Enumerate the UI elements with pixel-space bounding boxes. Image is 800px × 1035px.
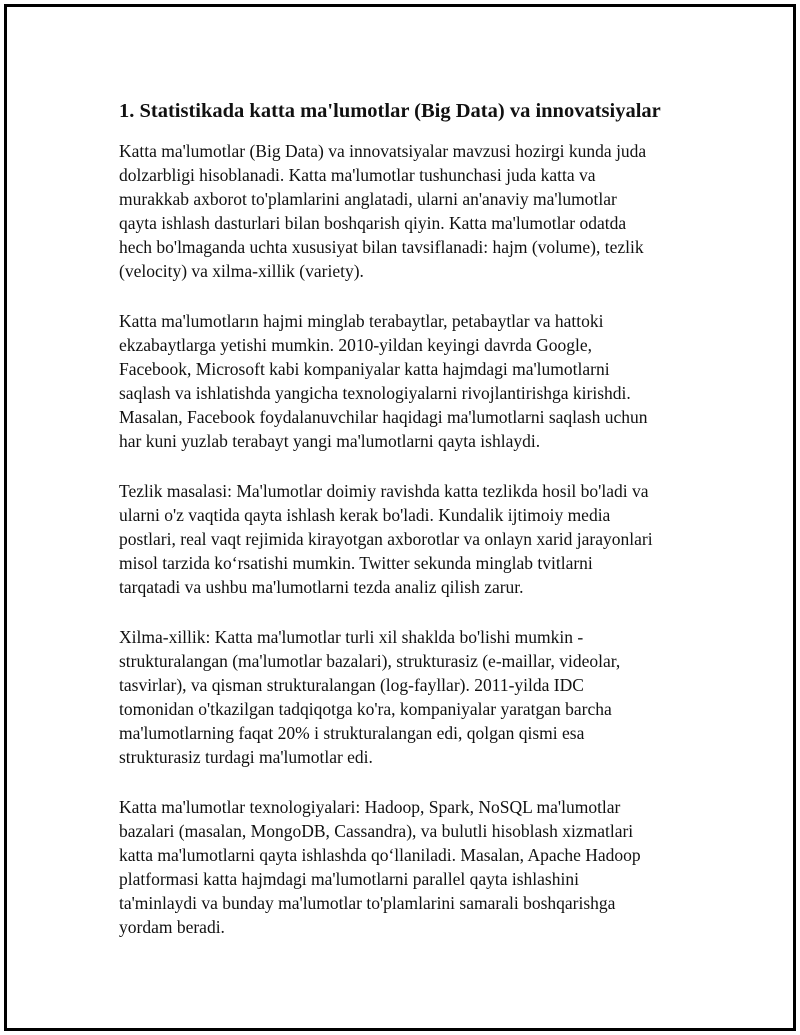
document-content <box>119 97 691 965</box>
paragraph-line: ekzabaytlarga yetishi mumkin. 2010-yildan keyingi davrda Google, <box>119 335 593 355</box>
paragraph-line: tasvirlar), va qisman strukturalangan (log-fayllar). 2011-yilda IDC <box>119 675 584 695</box>
paragraph-velocity <box>119 479 691 599</box>
paragraph-line: Katta ma'lumotlar (Big Data) va innovatsiyalar mavzusi hozirgi kunda juda <box>119 141 647 161</box>
paragraph-volume <box>119 309 691 453</box>
paragraph-line: Katta ma'lumotlar texnologiyalari: Hadoop, Spark, NoSQL ma'lumotlar <box>119 797 621 817</box>
paragraph-line: strukturalangan (ma'lumotlar bazalari), strukturasiz (e-maillar, videolar, <box>119 651 621 671</box>
paragraph-line: yordam beradi. <box>119 917 225 937</box>
paragraph-line: (velocity) va xilma-xillik (variety). <box>119 261 364 281</box>
paragraph-line: misol tarzida koʻrsatishi mumkin. Twitter sekunda minglab tvitlarni <box>119 553 593 573</box>
paragraph-line: postlari, real vaqt rejimida kirayotgan axborotlar va onlayn xarid jarayonlari <box>119 529 653 549</box>
paragraph-line: bazalari (masalan, MongoDB, Cassandra), va bulutli hisoblash xizmatlari <box>119 821 634 841</box>
paragraph-line: ma'lumotlarning faqat 20% i strukturalangan edi, qolgan qismi esa <box>119 723 585 743</box>
paragraph-line: katta ma'lumotlarni qayta ishlashda qoʻllaniladi. Masalan, Apache Hadoop <box>119 845 641 865</box>
paragraph-line: platformasi katta hajmdagi ma'lumotlarni parallel qayta ishlashini <box>119 869 579 889</box>
paragraph-line: Tezlik masalasi: Ma'lumotlar doimiy ravishda katta tezlikda hosil bo'ladi va <box>119 481 649 501</box>
paragraph-line: tomonidan o'tkazilgan tadqiqotga ko'ra, kompaniyalar yaratgan barcha <box>119 699 612 719</box>
paragraph-line: Masalan, Facebook foydalanuvchilar haqidagi ma'lumotlarni saqlash uchun <box>119 407 648 427</box>
paragraph-line: saqlash va ishlatishda yangicha texnologiyalarni rivojlantirishga kirishdi. <box>119 383 631 403</box>
paragraph-line: strukturasiz turdagi ma'lumotlar edi. <box>119 747 373 767</box>
section-heading: 1. Statistikada katta ma'lumotlar (Big Data) va innovatsiyalar <box>119 100 661 122</box>
paragraph-line: qayta ishlash dasturlari bilan boshqarish qiyin. Katta ma'lumotlar odatda <box>119 213 627 233</box>
paragraph-technologies <box>119 795 691 939</box>
paragraph-line: har kuni yuzlab terabayt yangi ma'lumotlarni qayta ishlaydi. <box>119 431 541 451</box>
paragraph-line: ularni o'z vaqtida qayta ishlash kerak bo'ladi. Kundalik ijtimoiy media <box>119 505 611 525</box>
paragraph-line: Xilma-xillik: Katta ma'lumotlar turli xil shaklda bo'lishi mumkin - <box>119 627 584 647</box>
paragraph-line: murakkab axborot to'plamlarini anglatadi, ularni an'anaviy ma'lumotlar <box>119 189 617 209</box>
paragraph-line: Facebook, Microsoft kabi kompaniyalar katta hajmdagi ma'lumotlarni <box>119 359 610 379</box>
paragraph-line: tarqatadi va ushbu ma'lumotlarni tezda analiz qilish zarur. <box>119 577 524 597</box>
paragraph-variety <box>119 625 691 769</box>
paragraph-line: hech bo'lmaganda uchta xususiyat bilan tavsiflanadi: hajm (volume), tezlik <box>119 237 644 257</box>
paragraph-line: Katta ma'lumotların hajmi minglab terabaytlar, petabaytlar va hattoki <box>119 311 604 331</box>
document-page <box>4 4 796 1031</box>
paragraph-line: dolzarbligi hisoblanadi. Katta ma'lumotlar tushunchasi juda katta va <box>119 165 596 185</box>
paragraph-intro <box>119 139 691 283</box>
paragraph-line: ta'minlaydi va bunday ma'lumotlar to'plamlarini samarali boshqarishga <box>119 893 616 913</box>
